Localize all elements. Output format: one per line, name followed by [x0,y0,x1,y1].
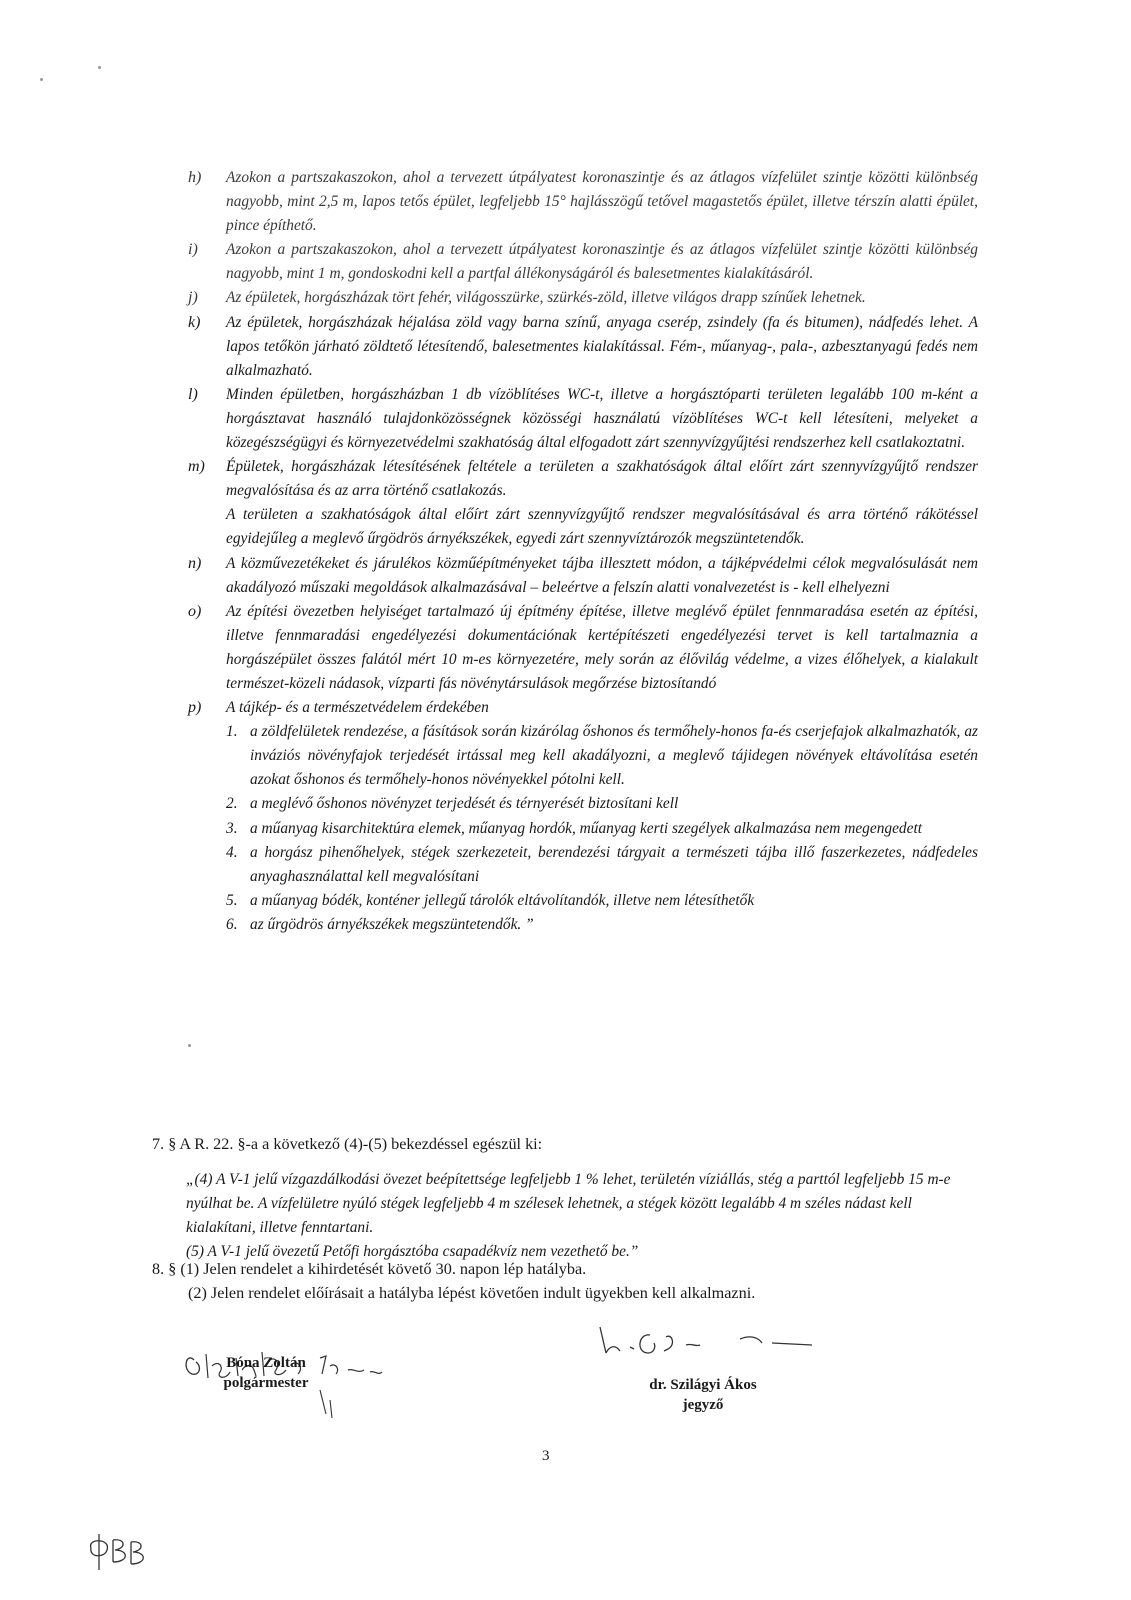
list-item [226,720,978,792]
list-item [226,913,978,937]
section-8-paragraph-1: 8. § (1) Jelen rendelet a kihirdetését követő 30. napon lép hatályba. [152,1260,587,1278]
mayor-name: Bóna Zoltán [226,1355,306,1371]
subitem-text: a zöldfelületek rendezése, a fásítások során kizárólag őshonos és termőhely-honos fa-és cserjefajok alkalmazhatók, az inváziós növényfajok terjedését irtással meg kell akadályozni, a meglevő tájidegen növények eltávolítása esetén azokat őshonos és termőhely-honos növényekkel pótolni kell. [250,723,978,789]
section-8-paragraph-2: (2) Jelen rendelet előírásait a hatályba lépést követően indult ügyekben kell alkalmazni. [188,1284,756,1302]
subitem-number: 4. [226,843,238,861]
subitem-number: 1. [226,723,238,741]
item-text-continued: A területen a szakhatóságok által előírt zárt szennyvízgyűjtő rendszer megvalósításával és arra történő rákötéssel egyidejűleg a meglevő űrgödrös árnyékszékek, egyedi zárt szennyvíztározók megszüntetendők. [226,506,978,548]
item-text: Azokon a partszakaszokon, ahol a tervezett útpályatest koronaszintje és az átlagos vízfelület szintje közötti különbség nagyobb, mint 2,5 m, lapos tetős épület, legfeljebb 15° hajlásszögű tetővel magastetős épület, illetve térszín alatti épület, pince építhető. [226,169,978,235]
subitem-number: 6. [226,915,238,933]
subitem-text: a műanyag bódék, konténer jellegű tárolók eltávolítandók, illetve nem létesíthetők [250,891,755,909]
provision-o [188,600,978,696]
subitem-number: 3. [226,819,238,837]
item-text: Az épületek, horgászházak tört fehér, világosszürke, szürkés-zöld, illetve világos drapp színűek lehetnek. [226,289,866,307]
provision-k [188,311,978,383]
notary-signature-block [628,1375,778,1415]
list-item [226,817,978,841]
scan-speck [98,66,101,69]
provision-p [188,696,978,937]
item-text: Azokon a partszakaszokon, ahol a tervezett útpályatest koronaszintje és az átlagos vízfelület szintje közötti különbség nagyobb, mint 1 m, gondoskodni kell a partfal állékonyságáról és balesetmentes kialakításáról. [226,241,978,283]
subitem-number: 5. [226,891,238,909]
section-8 [152,1257,982,1305]
mayor-title: polgármester [223,1375,309,1391]
subitem-text: a horgász pihenőhelyek, stégek szerkezeteit, berendezési tárgyait a természeti tájba illő faszerkezetes, nádfedeles anyaghasználattal kell megvalósítani [250,843,978,885]
handwritten-initials [85,1526,165,1576]
list-item [226,841,978,889]
subitem-text: az űrgödrös árnyékszékek megszüntetendők. ” [250,915,534,933]
item-label: j) [188,289,198,307]
section-7-heading: 7. § A R. 22. §-a a következő (4)-(5) bekezdéssel egészül ki: [152,1135,543,1153]
subitem-text: a meglévő őshonos növényzet terjedését és térnyerését biztosítani kell [250,795,679,813]
subitem-text: a műanyag kisarchitektúra elemek, műanyag hordók, műanyag kerti szegélyek alkalmazása nem megengedett [250,819,923,837]
p-subitem-list [226,720,978,937]
item-label: h) [188,169,202,186]
section-7-quote [186,1168,978,1264]
provision-h [188,166,978,238]
item-text: Minden épületben, horgászházban 1 db vízöblítéses WC-t, illetve a horgásztóparti területen legalább 100 m-ként a horgásztavat használó tulajdonközösségnek közösségi használatú vízöblítéses WC-t kell létesíteni, melyeket a közegészségügyi és környezetvédelmi szakhatóság által elfogadott zárt szennyvízgyűjtési rendszerhez kell csatlakoztatni. [226,385,978,452]
provision-j [188,286,978,310]
scan-speck [40,78,43,81]
quote-paragraph-5: (5) A V-1 jelű övezetű Petőfi horgásztóba csapadékvíz nem vezethető be.” [186,1243,639,1261]
item-label: m) [188,458,205,476]
provision-i [188,238,978,286]
provision-l [188,383,978,455]
mayor-signature-block [196,1353,336,1393]
provision-m [188,455,978,551]
quote-paragraph-4: „(4) A V-1 jelű vízgazdálkodási övezet beépítettsége legfeljebb 1 % lehet, területén víziállás, stég a parttól legfeljebb 15 m-e nyúlhat be. A vízfelületre nyúló stégek legfeljebb 4 m szélesek lehetnek, a stégek között legalább 4 m széles nádast kell kialakítani, illetve fenntartani. [186,1171,951,1237]
list-item [226,889,978,913]
item-label: n) [188,554,202,572]
item-label: k) [188,313,201,331]
item-label: p) [188,699,202,717]
notary-signature [590,1315,820,1365]
provision-n [188,552,978,600]
list-item [226,792,978,816]
item-label: o) [188,602,202,620]
item-label: i) [188,241,198,259]
item-text: Épületek, horgászházak létesítésének feltétele a területen a szakhatóságok által előírt zárt szennyvízgyűjtő rendszer megvalósítása és az arra történő csatlakozás. [226,458,978,500]
item-text: Az épületek, horgászházak héjalása zöld vagy barna színű, anyaga cserép, zsindely (fa és bitumen), nádfedés lehet. A lapos tetőkön járható zöldtető létesítendő, balesetmentes kialakítással. Fém-, műanyag-, pala-, azbesztanyagú fedés nem alkalmazható. [226,313,978,379]
item-text: A tájkép- és a természetvédelem érdekében [226,699,489,717]
subitem-number: 2. [226,795,238,813]
page-number: 3 [542,1448,550,1464]
scan-speck [188,1044,191,1047]
notary-name: dr. Szilágyi Ákos [649,1377,757,1393]
item-label: l) [188,385,198,403]
item-text: A közművezetékeket és járulékos közműépítményeket tájba illesztett módon, a tájképvédelmi célok megvalósulását nem akadályozó műszaki megoldások alkalmazásával – beleértve a felszín alatti vonalvezetést is - kell elhelyezni [226,554,978,596]
provision-list [188,166,978,937]
item-text: Az építési övezetben helyiséget tartalmazó új építmény építése, illetve meglévő épület fennmaradása esetén az építési, illetve fennmaradási engedélyezési dokumentációnak kertépítészeti engedélyezési tervet is kell tartalmaznia a horgászépület összes falától mért 10 m-es környezetére, mely során az élővilág védelme, a vizes élőhelyek, a kialakult természet-közeli nádasok, vízparti fás növénytársulások megőrzése biztosítandó [226,602,978,692]
notary-title: jegyző [682,1397,724,1413]
